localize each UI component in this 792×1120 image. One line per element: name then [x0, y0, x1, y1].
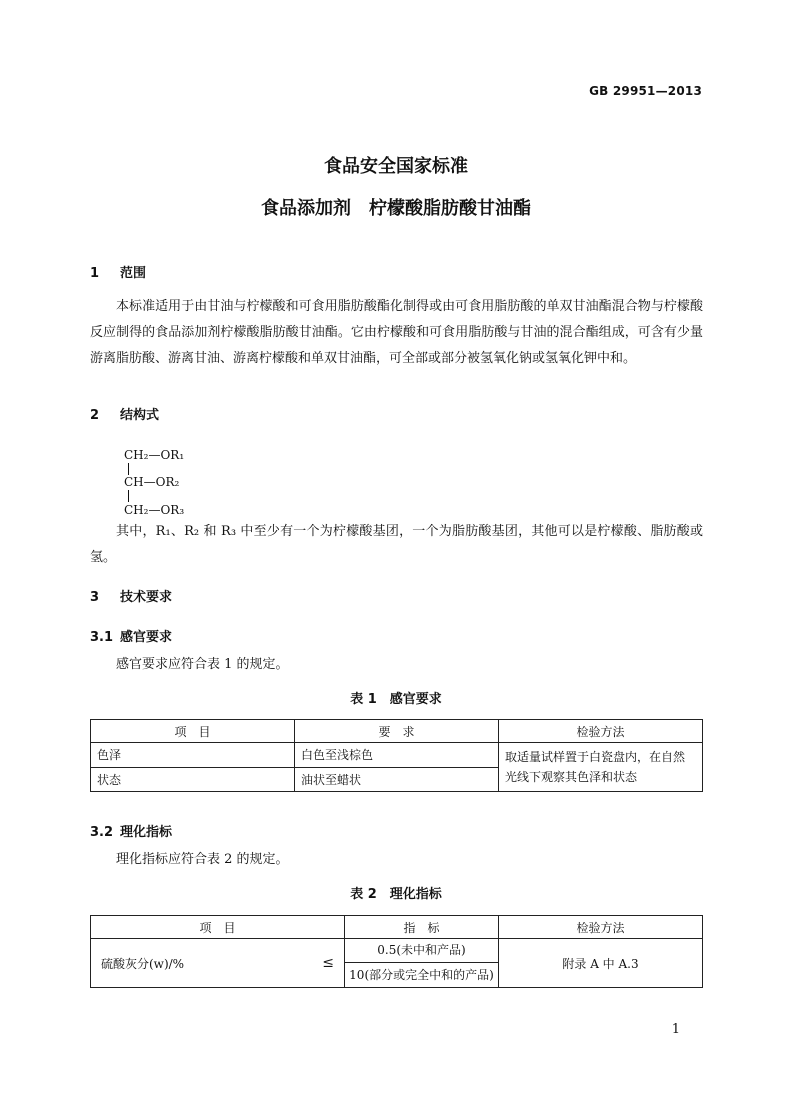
section-heading-3-1 [90, 626, 172, 645]
table-cell-values [345, 939, 499, 988]
column-header: 项 目 [91, 916, 345, 939]
page-number: 1 [671, 1022, 680, 1037]
table-2-caption: 表 2 理化指标 [350, 887, 442, 902]
formula-bond [128, 463, 129, 475]
section-heading-1 [90, 262, 146, 281]
table-1-caption: 表 1 感官要求 [350, 692, 442, 707]
section-2-body: 其中，R₁、R₂ 和 R₃ 中至少有一个为柠檬酸基团，一个为脂肪酸基团，其他可以是柠檬酸、脂肪酸或氢。 [90, 524, 703, 565]
formula-line-1: CH₂—OR₁ [124, 448, 185, 462]
value-line-1: 0.5(未中和产品) [345, 939, 498, 963]
table-header-row [91, 720, 703, 743]
item-label: 硫酸灰分(w)/% [101, 956, 185, 971]
section-title: 结构式 [120, 408, 160, 423]
section-number: 3 [90, 590, 100, 605]
document-subtitle: 食品添加剂 柠檬酸脂肪酸甘油酯 [261, 198, 531, 219]
section-heading-2 [90, 404, 159, 423]
value-line-2: 10(部分或完全中和的产品) [349, 968, 494, 982]
formula-bond [128, 490, 129, 502]
table-cell-item [91, 939, 345, 988]
section-3-2-body: 理化指标应符合表 2 的规定。 [116, 852, 289, 867]
section-title: 技术要求 [120, 590, 173, 605]
document-title: 食品安全国家标准 [324, 156, 468, 177]
table-cell-item: 色泽 [91, 743, 295, 768]
table-1 [90, 719, 703, 792]
table-row [91, 939, 703, 988]
formula-line-3: CH₂—OR₃ [124, 503, 185, 517]
section-number: 1 [90, 266, 100, 281]
table-cell-method: 附录 A 中 A.3 [499, 939, 703, 988]
table-cell-requirement: 白色至浅棕色 [295, 743, 499, 768]
table-cell-method: 取适量试样置于白瓷盘内，在自然光线下观察其色泽和状态 [499, 743, 703, 792]
section-1-body: 本标准适用于由甘油与柠檬酸和可食用脂肪酸酯化制得或由可食用脂肪酸的单双甘油酯混合物与柠檬酸反应制得的食品添加剂柠檬酸脂肪酸甘油酯。它由柠檬酸和可食用脂肪酸与甘油的混合酯组成，可含有少量游离脂肪酸、游离甘油、游离柠檬酸和单双甘油酯，可全部或部分被氢氧化钠或氢氧化钾中和。 [90, 299, 703, 366]
section-number: 3.2 [90, 825, 114, 840]
table-row [91, 743, 703, 768]
section-heading-3-2 [90, 821, 172, 840]
section-number: 3.1 [90, 630, 114, 645]
section-title: 理化指标 [120, 825, 173, 840]
column-header: 检验方法 [499, 916, 703, 939]
table-2 [90, 915, 703, 988]
section-3-1-body: 感官要求应符合表 1 的规定。 [116, 657, 289, 672]
standard-number: GB 29951—2013 [589, 84, 702, 98]
column-header: 要 求 [295, 720, 499, 743]
table-header-row [91, 916, 703, 939]
less-equal-symbol: ≤ [322, 954, 334, 971]
formula-line-2: CH—OR₂ [124, 475, 180, 489]
section-title: 范围 [120, 266, 147, 281]
section-number: 2 [90, 408, 100, 423]
section-title: 感官要求 [120, 630, 173, 645]
section-heading-3 [90, 586, 172, 605]
column-header: 项 目 [91, 720, 295, 743]
table-cell-requirement: 油状至蜡状 [295, 767, 499, 792]
column-header: 指 标 [345, 916, 499, 939]
table-cell-item: 状态 [91, 767, 295, 792]
column-header: 检验方法 [499, 720, 703, 743]
